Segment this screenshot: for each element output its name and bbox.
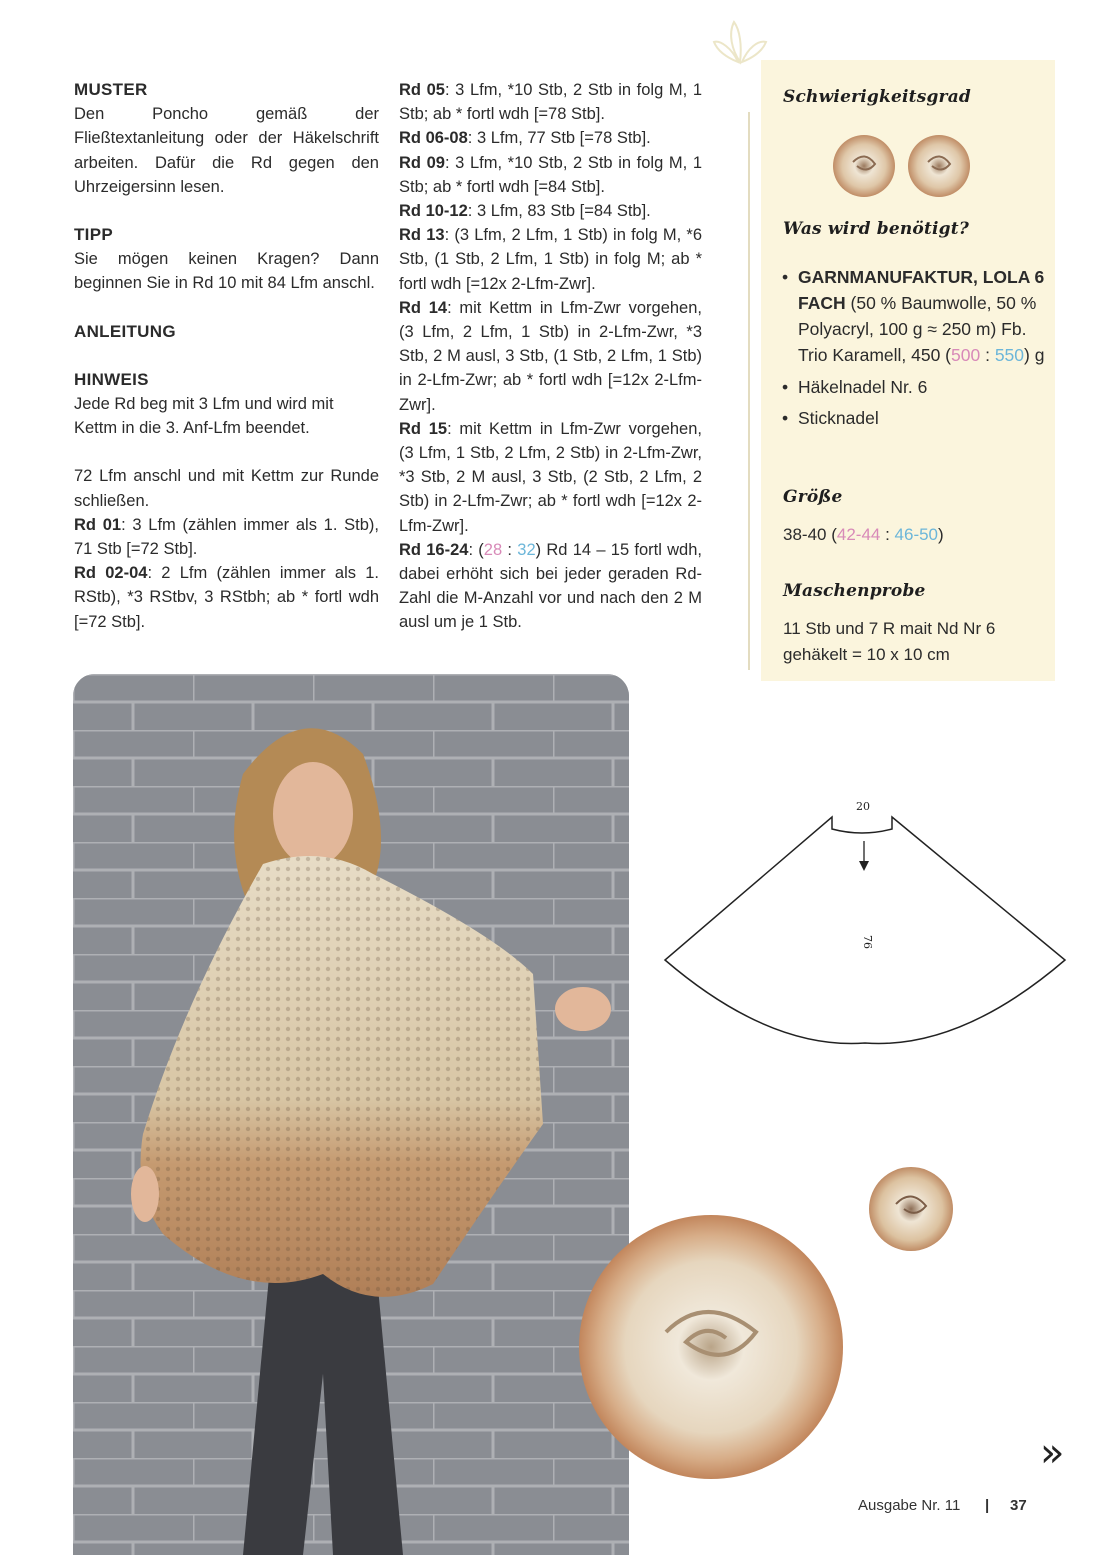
- muster-text: Den Poncho gemäß der Fließtextanleitung oder der Häkelschrift arbeiten. Dafür die Rd gegen den Uhrzeigersinn lesen.: [74, 105, 379, 196]
- gauge-text: 11 Stb und 7 R mait Nd Nr 6 gehäkelt = 10 x 10 cm: [783, 619, 996, 664]
- poncho-schematic: [660, 795, 1080, 1045]
- diagram-length-label: 76: [861, 935, 874, 949]
- difficulty-heading: Schwierigkeitsgrad: [783, 87, 972, 107]
- section-heading-hinweis: HINWEIS: [74, 369, 149, 389]
- row-instruction: Rd 16-24: (28 : 32) Rd 14 – 15 fortl wdh, dabei erhöht sich bei jeder geraden Rd-Zahl die M-Anzahl vor und nach den 2 M ausl um je 1 Stb.: [399, 540, 702, 632]
- list-item: • Häkelnadel Nr. 6: [798, 374, 1053, 400]
- instructions-column-right: [399, 78, 702, 635]
- materials-sidebar: [761, 60, 1055, 681]
- difficulty-yarn-icons: [831, 134, 971, 198]
- hinweis-text: Jede Rd beg mit 3 Lfm und wird mit Kettm in die 3. Anf-Lfm beendet.: [74, 395, 334, 438]
- yarn-ball-icon: [833, 135, 895, 197]
- start-text: 72 Lfm anschl und mit Kettm zur Runde schließen.: [74, 467, 379, 510]
- large-yarn-ball-icon: [576, 1212, 846, 1482]
- poncho-photo: [73, 674, 629, 1555]
- list-item: • GARNMANUFAKTUR, LOLA 6 FACH (50 % Baumwolle, 50 % Polyacryl, 100 g ≈ 250 m) Fb. Trio Karamell, 450 (500 : 550) g: [798, 264, 1053, 368]
- tipp-text: Sie mögen keinen Kragen? Dann beginnen Sie in Rd 10 mit 84 Lfm anschl.: [74, 250, 379, 293]
- needed-heading: Was wird benötigt?: [783, 219, 969, 239]
- issue-label: Ausgabe Nr. 11: [858, 1497, 961, 1514]
- section-heading-muster: MUSTER: [74, 80, 148, 99]
- small-yarn-ball-icon: [866, 1164, 956, 1254]
- instructions-column-left: [74, 78, 379, 634]
- section-heading-tipp: TIPP: [74, 225, 113, 245]
- list-item: • Sticknadel: [798, 405, 1053, 431]
- gauge-heading: Maschenprobe: [783, 581, 926, 601]
- size-text: 38-40 (42-44 : 46-50): [783, 525, 944, 544]
- row-instruction: Rd 02-04: 2 Lfm (zählen immer als 1. RStb), *3 RStbv, 3 RStbh; ab * fortl wdh [=72 Stb].: [74, 564, 379, 631]
- row-instruction: Rd 10-12: 3 Lfm, 83 Stb [=84 Stb].: [399, 202, 651, 221]
- row-instruction: Rd 14: mit Kettm in Lfm-Zwr vorgehen, (3 Lfm, 2 Lfm, 1 Stb) in 2-Lfm-Zwr, *3 Stb, 2 M ausl, 3 Stb, (1 Stb, 2 Lfm, 1 Stb) in 2-Lfm-Zwr; ab * fortl wdh [=12x 2-Lfm-Zwr].: [399, 298, 702, 414]
- diagram-top-label: 20: [856, 800, 870, 813]
- row-instruction: Rd 06-08: 3 Lfm, 77 Stb [=78 Stb].: [399, 129, 651, 148]
- page-number: 37: [1010, 1497, 1027, 1514]
- section-heading-anleitung: ANLEITUNG: [74, 321, 176, 341]
- arrow-head-icon: [859, 861, 869, 871]
- sidebar-divider: [748, 112, 750, 670]
- row-instruction: Rd 01: 3 Lfm (zählen immer als 1. Stb), 71 Stb [=72 Stb].: [74, 515, 380, 559]
- row-instruction: Rd 13: (3 Lfm, 2 Lfm, 1 Stb) in folg M, *6 Stb, (1 Stb, 2 Lfm, 1 Stb) in folg M; ab * fortl wdh [=12x 2-Lfm-Zwr].: [399, 226, 703, 293]
- row-instruction: Rd 05: 3 Lfm, *10 Stb, 2 Stb in folg M, 1 Stb; ab * fortl wdh [=78 Stb].: [399, 81, 702, 124]
- row-instruction: Rd 09: 3 Lfm, *10 Stb, 2 Stb in folg M, 1 Stb; ab * fortl wdh [=84 Stb].: [399, 153, 702, 196]
- leaf-ornament-icon: [712, 18, 768, 66]
- yarn-ball-icon: [908, 135, 970, 197]
- materials-list: [798, 264, 1053, 431]
- footer-separator: |: [985, 1497, 990, 1514]
- next-page-icon: »: [1040, 1430, 1065, 1476]
- row-instruction: Rd 15: mit Kettm in Lfm-Zwr vorgehen, (3 Lfm, 1 Stb, 2 Lfm, 2 Stb) in 2-Lfm-Zwr, *3 Stb, 2 M ausl, 3 Stb, (2 Stb, 2 Lfm, 2 Stb) in 2-Lfm-Zwr; ab * fortl wdh [=12x 2-Lfm-Zwr].: [399, 419, 702, 535]
- size-heading: Größe: [783, 487, 843, 507]
